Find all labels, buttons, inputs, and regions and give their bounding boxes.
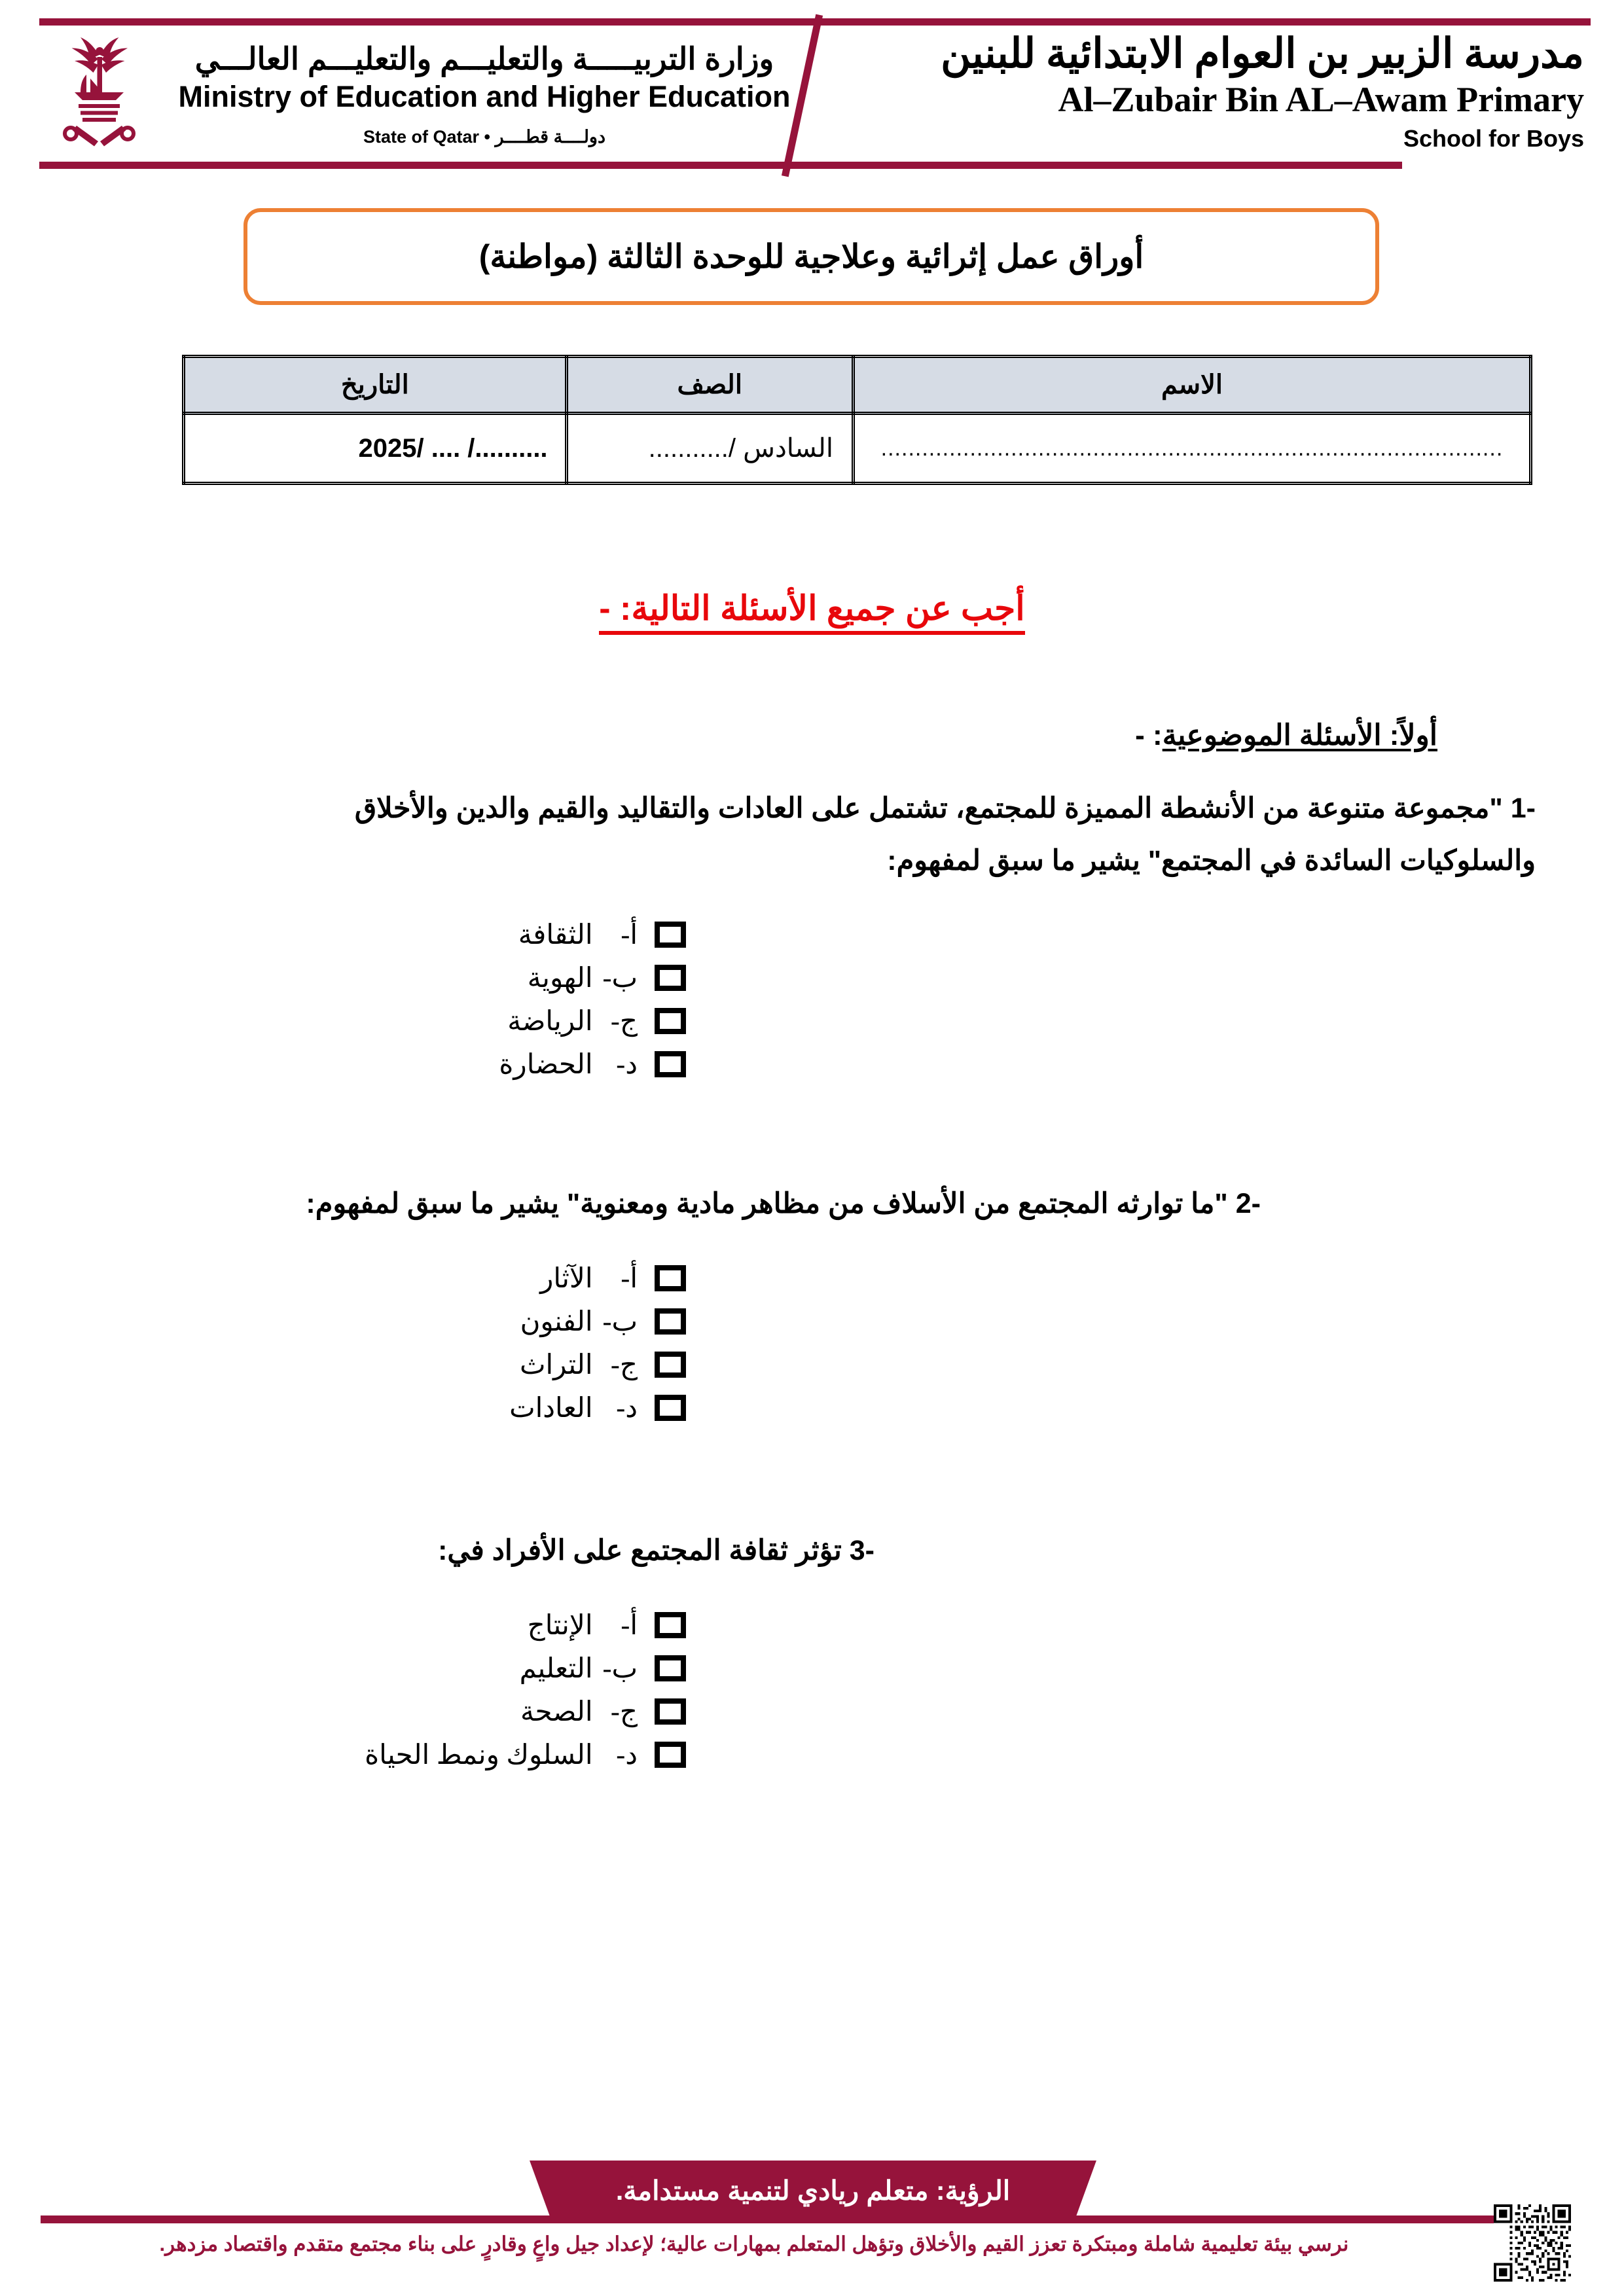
option-label bbox=[528, 961, 638, 994]
option-letter: ب- bbox=[602, 1653, 638, 1684]
option-letter: أ- bbox=[621, 1263, 638, 1294]
checkbox-icon[interactable] bbox=[655, 965, 686, 991]
question-2-stem bbox=[82, 1178, 1536, 1230]
option-text: الهوية bbox=[527, 963, 593, 994]
option-label bbox=[520, 1348, 638, 1381]
option-letter: ب- bbox=[602, 963, 638, 994]
student-info-table-container bbox=[182, 355, 1532, 485]
checkbox-icon[interactable] bbox=[655, 1395, 686, 1421]
class-fill-line: السادس /........... bbox=[648, 434, 833, 463]
checkbox-icon[interactable] bbox=[655, 1742, 686, 1768]
cell-class[interactable] bbox=[566, 414, 853, 484]
question-2 bbox=[82, 1178, 1536, 1429]
option-row[interactable] bbox=[82, 1343, 686, 1386]
date-fill-line: ........../ .... /2025 bbox=[358, 433, 548, 463]
question-3-stem bbox=[82, 1525, 1536, 1577]
worksheet-title-box bbox=[244, 208, 1379, 305]
option-row[interactable] bbox=[82, 1690, 686, 1733]
option-row[interactable] bbox=[82, 1733, 686, 1776]
option-text: الحضارة bbox=[499, 1050, 593, 1081]
option-letter: ج- bbox=[610, 1007, 638, 1037]
student-info-table bbox=[182, 355, 1532, 485]
option-text: الصحة bbox=[520, 1696, 593, 1727]
ministry-name-arabic: وزارة التربيـــــة والتعليـــم والتعليـــم العالـــي bbox=[194, 41, 774, 76]
question-3 bbox=[82, 1525, 1536, 1776]
checkbox-icon[interactable] bbox=[655, 1008, 686, 1034]
section-heading-suffix: : - bbox=[1135, 719, 1163, 751]
worksheet-title: أوراق عمل إثرائية وعلاجية للوحدة الثالثة (مواطنة) bbox=[478, 238, 1144, 275]
option-row[interactable] bbox=[82, 1257, 686, 1300]
option-text: التراث bbox=[519, 1350, 593, 1380]
option-letter: د- bbox=[616, 1050, 638, 1081]
option-letter: د- bbox=[616, 1740, 638, 1770]
vision-banner bbox=[525, 2161, 1101, 2221]
option-text: الإنتاج bbox=[527, 1610, 593, 1641]
question-1-number: -1 bbox=[1510, 793, 1536, 824]
option-row[interactable] bbox=[82, 1043, 686, 1086]
checkbox-icon[interactable] bbox=[655, 1612, 686, 1638]
checkbox-icon[interactable] bbox=[655, 1265, 686, 1291]
question-3-stem-line-1: تؤثر ثقافة المجتمع على الأفراد في: bbox=[438, 1535, 842, 1566]
option-label bbox=[499, 1048, 638, 1081]
option-row[interactable] bbox=[82, 999, 686, 1043]
section-heading-label: أولاً: الأسئلة الموضوعية bbox=[1162, 719, 1437, 751]
cell-date[interactable] bbox=[184, 414, 567, 484]
table-row bbox=[184, 414, 1531, 484]
option-row[interactable] bbox=[82, 913, 686, 956]
ministry-state-line: دولــــة قطــــر • State of Qatar bbox=[363, 127, 605, 147]
qatar-state-emblem-icon bbox=[51, 35, 149, 153]
school-name-arabic: مدرسة الزبير بن العوام الابتدائية للبنين bbox=[941, 31, 1584, 77]
option-row[interactable] bbox=[82, 1300, 686, 1343]
option-row[interactable] bbox=[82, 956, 686, 999]
option-label bbox=[528, 1609, 638, 1641]
option-text: العادات bbox=[509, 1393, 593, 1424]
option-text: الثقافة bbox=[518, 920, 593, 951]
section-heading-objective-questions bbox=[1135, 719, 1437, 752]
option-label bbox=[540, 1262, 638, 1295]
table-header-row bbox=[184, 357, 1531, 414]
school-name-english-second-line: School for Boys bbox=[1403, 125, 1584, 152]
option-letter: ج- bbox=[610, 1350, 638, 1380]
question-1 bbox=[82, 783, 1536, 1086]
school-identity bbox=[916, 30, 1584, 152]
option-text: الآثار bbox=[540, 1263, 593, 1294]
option-label bbox=[507, 1005, 638, 1037]
column-header-class: الصف bbox=[566, 357, 853, 414]
option-row[interactable] bbox=[82, 1386, 686, 1429]
option-letter: ب- bbox=[602, 1306, 638, 1337]
option-label bbox=[365, 1738, 638, 1771]
qr-code-icon[interactable] bbox=[1494, 2204, 1571, 2282]
checkbox-icon[interactable] bbox=[655, 1352, 686, 1378]
school-name-english: Al–Zubair Bin AL–Awam Primary bbox=[1058, 80, 1584, 120]
document-footer bbox=[0, 2155, 1624, 2296]
option-letter: أ- bbox=[621, 920, 638, 951]
question-2-options bbox=[82, 1257, 686, 1429]
option-text: التعليم bbox=[519, 1653, 593, 1684]
option-row[interactable] bbox=[82, 1647, 686, 1690]
checkbox-icon[interactable] bbox=[655, 922, 686, 948]
option-letter: ج- bbox=[610, 1696, 638, 1727]
option-letter: أ- bbox=[621, 1610, 638, 1641]
document-header bbox=[0, 0, 1624, 187]
column-header-date: التاريخ bbox=[184, 357, 567, 414]
ministry-name-english: Ministry of Education and Higher Education bbox=[178, 80, 791, 113]
main-instruction-text: أجب عن جميع الأسئلة التالية: - bbox=[599, 589, 1024, 635]
question-3-number: -3 bbox=[849, 1535, 875, 1566]
column-header-name: الاسم bbox=[853, 357, 1530, 414]
header-bottom-rule bbox=[39, 162, 1402, 169]
option-row[interactable] bbox=[82, 1604, 686, 1647]
option-text: الفنون bbox=[520, 1306, 593, 1337]
option-label bbox=[509, 1391, 638, 1424]
mission-statement: نرسي بيئة تعليمية شاملة ومبتكرة تعزز القيم والأخلاق وتؤهل المتعلم بمهارات عالية؛ لإعداد جيل واعٍ وقادرٍ على بناء مجتمع متقدم واقتصاد مزدهر. bbox=[159, 2233, 1349, 2255]
question-2-number: -2 bbox=[1235, 1188, 1261, 1219]
option-letter: د- bbox=[616, 1393, 638, 1424]
option-label bbox=[520, 1652, 638, 1685]
question-1-stem-line-1: "مجموعة متنوعة من الأنشطة المميزة للمجتمع، تشتمل على العادات والتقاليد والقيم والدين والأخلاق bbox=[354, 793, 1503, 824]
option-text: الرياضة bbox=[507, 1007, 593, 1037]
option-label bbox=[520, 1695, 638, 1728]
name-fill-line: ........................................................................................... bbox=[880, 435, 1504, 461]
checkbox-icon[interactable] bbox=[655, 1051, 686, 1077]
checkbox-icon[interactable] bbox=[655, 1698, 686, 1725]
question-1-options bbox=[82, 913, 686, 1086]
option-label bbox=[518, 918, 638, 951]
question-2-stem-line-1: "ما توارثه المجتمع من الأسلاف من مظاهر مادية ومعنوية" يشير ما سبق لمفهوم: bbox=[306, 1188, 1228, 1219]
option-label bbox=[520, 1305, 638, 1338]
vision-statement: الرؤية: متعلم ريادي لتنمية مستدامة. bbox=[615, 2176, 1011, 2206]
checkbox-icon[interactable] bbox=[655, 1308, 686, 1335]
question-1-stem-line-2: والسلوكيات السائدة في المجتمع" يشير ما سبق لمفهوم: bbox=[887, 844, 1536, 876]
header-frame bbox=[39, 18, 1591, 169]
ministry-identity bbox=[137, 41, 831, 147]
cell-student-name[interactable] bbox=[853, 414, 1530, 484]
mission-statement-container bbox=[41, 2233, 1468, 2256]
main-instruction bbox=[0, 589, 1624, 635]
option-text: السلوك ونمط الحياة bbox=[365, 1740, 593, 1770]
question-1-stem bbox=[82, 783, 1536, 887]
question-3-options bbox=[82, 1604, 686, 1776]
checkbox-icon[interactable] bbox=[655, 1655, 686, 1681]
